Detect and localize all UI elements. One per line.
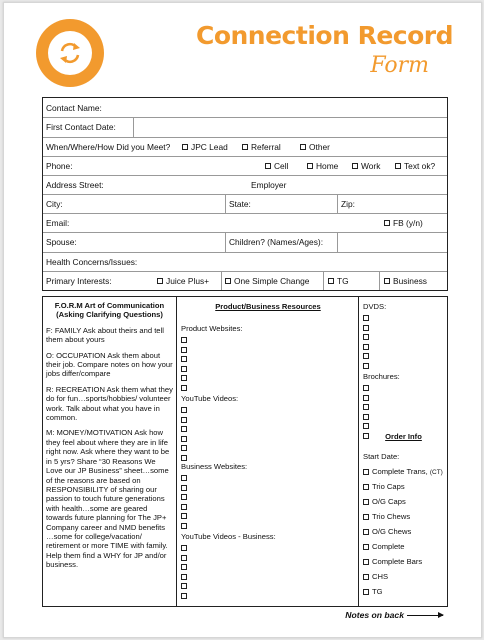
juice-plus-label: Juice Plus+ bbox=[166, 275, 210, 286]
interests-label: Primary Interests: bbox=[46, 275, 112, 286]
ct-label: (CT) bbox=[429, 469, 443, 476]
checkbox[interactable] bbox=[363, 484, 369, 490]
checkbox[interactable] bbox=[181, 417, 187, 423]
order-item[interactable] bbox=[363, 527, 443, 542]
checkbox[interactable] bbox=[181, 347, 187, 353]
other-label: Other bbox=[309, 141, 330, 152]
form-subheading: (Asking Clarifying Questions) bbox=[56, 310, 163, 320]
brochures-label: Brochures: bbox=[363, 372, 400, 381]
form-title bbox=[196, 21, 453, 79]
checkbox[interactable] bbox=[181, 545, 187, 551]
checkbox[interactable] bbox=[363, 385, 369, 391]
checkbox[interactable] bbox=[181, 564, 187, 570]
order-item-label: Complete Bars bbox=[372, 557, 423, 566]
checkbox[interactable] bbox=[363, 353, 369, 359]
business-websites-label: Business Websites: bbox=[181, 462, 248, 471]
youtube-videos-label: YouTube Videos: bbox=[181, 394, 239, 403]
checkbox[interactable] bbox=[181, 555, 187, 561]
jpc-lead-option[interactable] bbox=[182, 137, 228, 156]
order-info-heading: Order Info bbox=[385, 432, 422, 441]
checkbox[interactable] bbox=[363, 514, 369, 520]
checkbox[interactable] bbox=[181, 593, 187, 599]
checkbox[interactable] bbox=[363, 469, 369, 475]
checkbox[interactable] bbox=[300, 144, 306, 150]
title-main: Connection Record bbox=[195, 21, 453, 50]
recreation-tip: R: RECREATION Ask them what they do for fun…sports/hobbies/ volunteer work. Talk about what you have in common. bbox=[46, 384, 173, 423]
form-communication-column bbox=[43, 297, 177, 606]
refresh-arrows-icon bbox=[55, 38, 85, 68]
youtube-business-checkboxes bbox=[181, 543, 190, 601]
interests-row bbox=[43, 271, 447, 290]
checkbox[interactable] bbox=[181, 445, 187, 451]
order-item-label: CHS bbox=[372, 572, 389, 581]
checkbox[interactable] bbox=[265, 163, 271, 169]
cell-label: Cell bbox=[274, 160, 289, 171]
how-met-label: When/Where/How Did you Meet? bbox=[46, 141, 171, 152]
checkbox[interactable] bbox=[181, 513, 187, 519]
how-met-row bbox=[43, 137, 447, 157]
referral-option[interactable] bbox=[242, 137, 281, 156]
address-row[interactable] bbox=[43, 175, 447, 195]
referral-label: Referral bbox=[251, 141, 281, 152]
work-label: Work bbox=[361, 160, 381, 171]
checkbox[interactable] bbox=[352, 163, 358, 169]
checkbox[interactable] bbox=[363, 395, 369, 401]
start-date-label: Start Date: bbox=[363, 452, 400, 461]
contact-name-row[interactable] bbox=[43, 98, 447, 118]
checkbox[interactable] bbox=[181, 385, 187, 391]
business-label: Business bbox=[393, 275, 427, 286]
checkbox[interactable] bbox=[182, 144, 188, 150]
checkbox[interactable] bbox=[363, 404, 369, 410]
resources-column bbox=[178, 297, 359, 606]
order-items-list bbox=[363, 467, 443, 602]
checkbox[interactable] bbox=[363, 574, 369, 580]
one-simple-change-label: One Simple Change bbox=[234, 275, 310, 286]
first-date-row[interactable] bbox=[43, 117, 447, 138]
city-row[interactable] bbox=[43, 194, 447, 214]
other-option[interactable] bbox=[300, 137, 330, 156]
checkbox[interactable] bbox=[181, 407, 187, 413]
order-item-label: O/G Chews bbox=[372, 527, 412, 536]
fb-label: FB (y/n) bbox=[393, 217, 423, 228]
checkbox[interactable] bbox=[225, 278, 231, 284]
checkbox[interactable] bbox=[181, 485, 187, 491]
checkbox[interactable] bbox=[384, 220, 390, 226]
checkbox[interactable] bbox=[181, 366, 187, 372]
order-column bbox=[360, 297, 447, 606]
juice-plus-option[interactable] bbox=[157, 271, 209, 290]
checkbox[interactable] bbox=[181, 475, 187, 481]
order-item[interactable] bbox=[363, 557, 443, 572]
home-label: Home bbox=[316, 160, 339, 171]
order-item-label: TG bbox=[372, 587, 383, 596]
order-item[interactable] bbox=[363, 497, 443, 512]
cell-option[interactable] bbox=[265, 156, 288, 175]
tg-option[interactable] bbox=[328, 271, 349, 290]
email-label: Email: bbox=[46, 217, 70, 228]
text-ok-option[interactable] bbox=[395, 156, 435, 175]
youtube-business-label: YouTube Videos - Business: bbox=[181, 532, 276, 541]
fb-option[interactable] bbox=[384, 213, 423, 232]
checkbox[interactable] bbox=[181, 356, 187, 362]
checkbox[interactable] bbox=[242, 144, 248, 150]
arrow-right-icon bbox=[407, 615, 443, 616]
email-row[interactable] bbox=[43, 213, 447, 233]
address-label: Address Street: bbox=[46, 179, 104, 190]
checkbox[interactable] bbox=[363, 499, 369, 505]
checkbox[interactable] bbox=[307, 163, 313, 169]
tg-label: TG bbox=[337, 275, 349, 286]
checkbox[interactable] bbox=[181, 583, 187, 589]
children-label: Children? (Names/Ages): bbox=[229, 237, 324, 247]
business-option[interactable] bbox=[384, 271, 427, 290]
employer-label: Employer bbox=[251, 179, 287, 190]
order-item[interactable] bbox=[363, 587, 443, 602]
checkbox[interactable] bbox=[181, 523, 187, 529]
checkbox[interactable] bbox=[181, 494, 187, 500]
family-tip: F: FAMILY Ask about theirs and tell them about yours bbox=[46, 325, 164, 345]
order-item[interactable] bbox=[363, 542, 443, 557]
resources-box bbox=[42, 296, 448, 607]
dvds-checkboxes bbox=[363, 313, 372, 371]
checkbox[interactable] bbox=[181, 436, 187, 442]
checkbox[interactable] bbox=[181, 504, 187, 510]
zip-label: Zip: bbox=[341, 198, 355, 209]
checkbox[interactable] bbox=[395, 163, 401, 169]
product-websites-checkboxes bbox=[181, 335, 190, 393]
title-sub: Form bbox=[370, 53, 429, 78]
checkbox[interactable] bbox=[328, 278, 334, 284]
home-option[interactable] bbox=[307, 156, 338, 175]
checkbox[interactable] bbox=[363, 423, 369, 429]
dvds-label: DVDS: bbox=[363, 302, 387, 311]
checkbox[interactable] bbox=[363, 544, 369, 550]
checkbox[interactable] bbox=[181, 337, 187, 343]
checkbox[interactable] bbox=[181, 455, 187, 461]
order-item-label: Trio Chews bbox=[372, 512, 411, 521]
checkbox[interactable] bbox=[181, 375, 187, 381]
checkbox[interactable] bbox=[157, 278, 163, 284]
order-item[interactable] bbox=[363, 467, 443, 482]
one-simple-change-option[interactable] bbox=[225, 271, 309, 290]
spouse-label: Spouse: bbox=[46, 237, 77, 247]
business-websites-checkboxes bbox=[181, 473, 190, 531]
order-item-label: O/G Caps bbox=[372, 497, 406, 506]
checkbox[interactable] bbox=[363, 325, 369, 331]
form-page bbox=[3, 2, 482, 638]
notes-on-back-label: Notes on back bbox=[345, 610, 404, 620]
checkbox[interactable] bbox=[384, 278, 390, 284]
order-item[interactable] bbox=[363, 512, 443, 527]
text-ok-label: Text ok? bbox=[404, 160, 436, 171]
first-date-label: First Contact Date: bbox=[46, 122, 116, 132]
checkbox[interactable] bbox=[363, 589, 369, 595]
order-item-label: Trio Caps bbox=[372, 482, 405, 491]
checkbox[interactable] bbox=[181, 574, 187, 580]
spouse-row[interactable] bbox=[43, 232, 447, 253]
money-motivation-tip: M: MONEY/MOTIVATION Ask how they feel about where they are in life right now. Ask where they want to be in 5 yrs? Share “30 Reasons We Love our JP Business” sheet…some of the reasons are based on RESPONSIBILITY of sharing our passion to touch future generations with health…some are geared towards future planning for The JP+ Company career and NMD benefits …some for college/vacation/ retirement or more TIME with family. Help them find a WHY for JP and/or business. bbox=[46, 428, 170, 570]
order-item[interactable] bbox=[363, 482, 443, 497]
health-row[interactable] bbox=[43, 252, 447, 272]
state-label: State: bbox=[229, 198, 251, 209]
checkbox[interactable] bbox=[363, 344, 369, 350]
resources-heading: Product/Business Resources bbox=[215, 302, 321, 311]
form-heading: F.O.R.M Art of Communication bbox=[54, 301, 165, 310]
phone-row bbox=[43, 156, 447, 176]
checkbox[interactable] bbox=[363, 529, 369, 535]
checkbox[interactable] bbox=[363, 334, 369, 340]
order-item-label: Complete bbox=[372, 542, 405, 551]
checkbox[interactable] bbox=[363, 559, 369, 565]
order-item[interactable] bbox=[363, 572, 443, 587]
checkbox[interactable] bbox=[181, 426, 187, 432]
work-option[interactable] bbox=[352, 156, 380, 175]
logo bbox=[36, 19, 104, 87]
youtube-videos-checkboxes bbox=[181, 405, 190, 463]
contact-name-label: Contact Name: bbox=[46, 102, 102, 113]
city-label: City: bbox=[46, 198, 63, 209]
product-websites-label: Product Websites: bbox=[181, 324, 243, 333]
health-label: Health Concerns/Issues: bbox=[46, 256, 138, 267]
checkbox[interactable] bbox=[363, 363, 369, 369]
phone-label: Phone: bbox=[46, 160, 73, 171]
notes-on-back bbox=[345, 610, 443, 620]
checkbox[interactable] bbox=[363, 414, 369, 420]
occupation-tip: O: OCCUPATION Ask them about their job. Compare notes on how your jobs differ/compare bbox=[46, 350, 173, 379]
checkbox[interactable] bbox=[363, 315, 369, 321]
jpc-lead-label: JPC Lead bbox=[191, 141, 228, 152]
order-item-label: Complete Trans, bbox=[372, 467, 428, 476]
contact-info-box bbox=[42, 97, 448, 291]
